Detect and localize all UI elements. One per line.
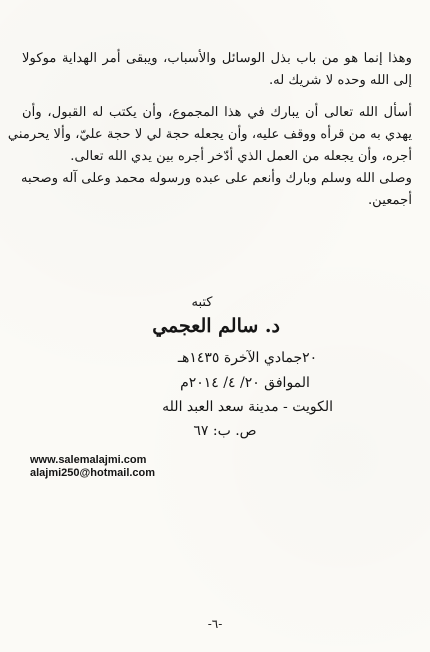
author-name: د. سالم العجمي [152,315,280,337]
paragraph-1-line-1: وهذا إنما هو من باب بذل الوسائل والأسباب، ويبقى أمر الهداية موكولا [22,51,412,66]
paragraph-1 [22,48,412,92]
paragraph-3-line-1: وصلى الله وسلم وبارك وأنعم على عبده ورسوله محمد وعلى آله وصحبه [20,171,412,186]
page-number: -٦- [207,617,223,631]
paragraph-2-line-2: يهدي به من قرأه ووقف عليه، وأن يجعله حجة لي لا حجة عليّ، وألا يحرمني [7,127,412,142]
gregorian-date: الموافق ٢٠/ ٤/ ٢٠١٤م [180,375,310,391]
website-text: www.salemalajmi.com [30,454,147,466]
po-box: ص. ب: ٦٧ [193,423,257,439]
contact-block [30,454,155,480]
paragraph-3-line-2: أجمعين. [367,193,412,208]
signature-title: كتبه [191,295,213,310]
paragraph-1-line-2: إلى الله وحده لا شريك له. [268,73,412,88]
body-text [7,48,412,212]
email-text: alajmi250@hotmail.com [30,467,156,479]
paragraph-2 [7,102,412,168]
paragraph-2-line-3: أجره، وأن يجعله من العمل الذي أدّخر أجره بين يدي الله تعالى. [70,149,412,164]
city-line: الكويت - مدينة سعد العبد الله [162,399,333,415]
hijri-date: ٢٠جمادي الآخرة ١٤٣٥هـ [177,350,318,366]
paragraph-2-line-1: أسأل الله تعالى أن يبارك في هذا المجموع، وأن يكتب له القبول، وأن [22,105,412,120]
paragraph-3 [22,168,412,212]
